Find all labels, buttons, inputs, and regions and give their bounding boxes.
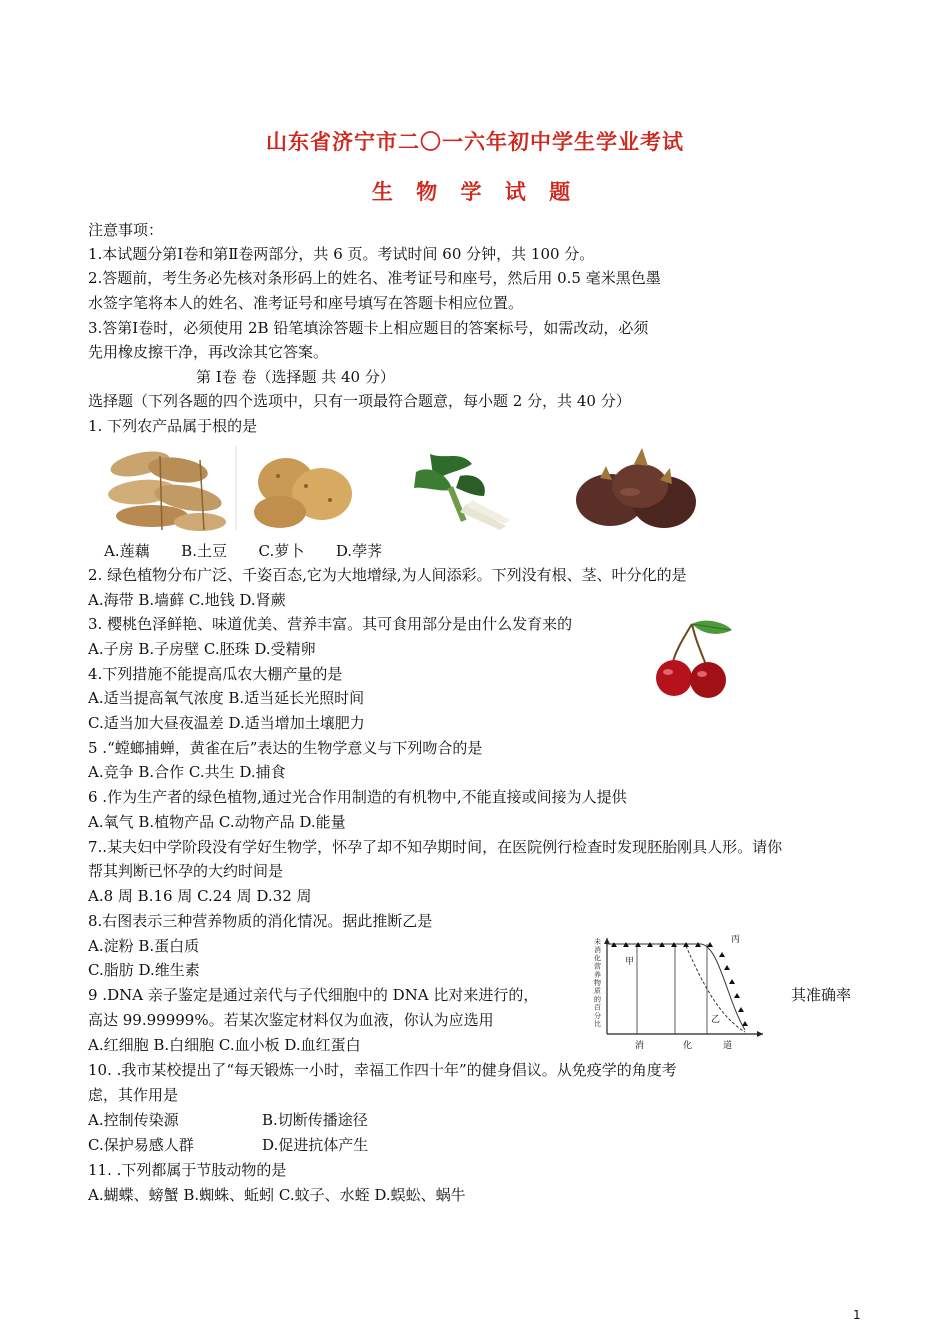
question-11-options: A.蝴蝶、螃蟹 B.蜘蛛、蚯蚓 C.蚊子、水蛭 D.蜈蚣、蜗牛	[88, 1186, 466, 1204]
question-11-stem: 11. .下列都属于节肢动物的是	[88, 1161, 287, 1179]
curve-bing-markers	[611, 942, 748, 1026]
exam-subtitle: 生 物 学 试 题	[371, 180, 579, 204]
q1-option-a: A.莲藕	[104, 542, 150, 560]
question-3-options: A.子房 B.子房壁 C.胚珠 D.受精卵	[88, 640, 316, 658]
question-3-stem: 3. 樱桃色泽鲜艳、味道优美、营养丰富。其可食用部分是由什么发育来的	[88, 615, 573, 633]
x-label-char: 消	[635, 1041, 645, 1051]
note-line: 2.答题前，考生务必先核对条形码上的姓名、准考证号和座号，然后用 0.5 毫米黑色墨	[88, 269, 661, 287]
q1-images	[100, 442, 710, 534]
question-10-option-c: C.保护易感人群	[88, 1136, 194, 1154]
question-6-options: A.氧气 B.植物产品 C.动物产品 D.能量	[88, 813, 346, 831]
question-7-options: A.8 周 B.16 周 C.24 周 D.32 周	[88, 887, 312, 905]
question-4-stem: 4.下列措施不能提高瓜农大棚产量的是	[88, 665, 343, 683]
x-label-char: 道	[723, 1041, 733, 1051]
notes-heading: 注意事项：	[88, 221, 164, 239]
question-10-option-b: B.切断传播途径	[262, 1111, 368, 1129]
question-7-stem-2: 帮其判断已怀孕的大约时间是	[88, 862, 284, 880]
curve-label-bing: 丙	[731, 935, 741, 945]
question-10-stem-2: 虑，其作用是	[88, 1086, 179, 1104]
lotus-root-image	[107, 447, 226, 531]
radish-image	[414, 454, 510, 530]
q1-option-d: D.荸荠	[335, 542, 383, 560]
curve-label-jia: 甲	[625, 957, 635, 967]
question-1-stem: 1. 下列农产品属于根的是	[88, 417, 258, 435]
question-9-options: A.红细胞 B.白细胞 C.血小板 D.血红蛋白	[88, 1036, 361, 1054]
question-8-options-2: C.脂肪 D.维生素	[88, 961, 200, 979]
section-intro: 选择题（下列各题的四个选项中，只有一项最符合题意，每小题 2 分，共 40 分）	[88, 392, 631, 410]
x-label-char: 化	[683, 1041, 693, 1051]
q1-option-c: C.萝卜	[258, 542, 305, 560]
note-line: 3.答第Ⅰ卷时，必须使用 2B 铅笔填涂答题卡上相应题目的答案标号，如需改动，必须	[88, 319, 649, 337]
question-5-stem: 5 .“螳螂捕蝉，黄雀在后”表达的生物学意义与下列吻合的是	[88, 739, 483, 757]
question-8-stem: 8.右图表示三种营养物质的消化情况。据此推断乙是	[88, 912, 433, 930]
question-2-options: A.海带 B.墙藓 C.地钱 D.肾蕨	[88, 591, 286, 609]
page-number: 1	[853, 1308, 861, 1322]
question-9-stem-1a: 9 .DNA 亲子鉴定是通过亲代与子代细胞中的 DNA 比对来进行的，	[88, 986, 539, 1004]
question-5-options: A.竞争 B.合作 C.共生 D.捕食	[88, 763, 286, 781]
question-8-options-1: A.淀粉 B.蛋白质	[88, 937, 200, 955]
digestion-figure	[585, 930, 775, 1056]
note-line: 先用橡皮擦干净，再改涂其它答案。	[88, 343, 329, 361]
note-line: 水签字笔将本人的姓名、准考证号和座号填写在答题卡相应位置。	[88, 294, 524, 312]
water-chestnut-image	[576, 448, 696, 528]
cherry-image	[652, 614, 736, 700]
question-9-stem-1b: 其准确率	[791, 986, 852, 1004]
exam-title: 山东省济宁市二〇一六年初中学生学业考试	[266, 130, 684, 154]
question-10-option-a: A.控制传染源	[88, 1111, 179, 1129]
note-line: 1.本试题分第Ⅰ卷和第Ⅱ卷两部分，共 6 页。考试时间 60 分钟，共 100 分。	[88, 245, 595, 263]
question-10-option-d: D.促进抗体产生	[262, 1136, 369, 1154]
question-2-stem: 2. 绿色植物分布广泛、千姿百态,它为大地增绿,为人间添彩。下列没有根、茎、叶分化的是	[88, 566, 687, 584]
question-10-stem-1: 10. .我市某校提出了“每天锻炼一小时，幸福工作四十年”的健身倡议。从免疫学的角度考	[88, 1061, 677, 1079]
q1-option-b: B.土豆	[181, 542, 227, 560]
q1-options	[104, 541, 382, 561]
question-6-stem: 6 .作为生产者的绿色植物,通过光合作用制造的有机物中,不能直接或间接为人提供	[88, 788, 627, 806]
question-4-options-2: C.适当加大昼夜温差 D.适当增加土壤肥力	[88, 714, 365, 732]
question-7-stem-1: 7..某夫妇中学阶段没有学好生物学，怀孕了却不知孕期时间，在医院例行检查时发现胚胎刚具人形。请你	[88, 838, 783, 856]
potato-image	[254, 458, 352, 528]
section-heading: 第 Ⅰ卷 卷（选择题 共 40 分）	[196, 368, 395, 386]
figure-y-label: 未消化营养物质的百分比	[594, 938, 601, 1028]
curve-label-yi: 乙	[711, 1015, 721, 1025]
question-4-options-1: A.适当提高氧气浓度 B.适当延长光照时间	[88, 689, 365, 707]
question-9-stem-2: 高达 99.99999%。若某次鉴定材料仅为血液，你认为应选用	[88, 1011, 494, 1029]
